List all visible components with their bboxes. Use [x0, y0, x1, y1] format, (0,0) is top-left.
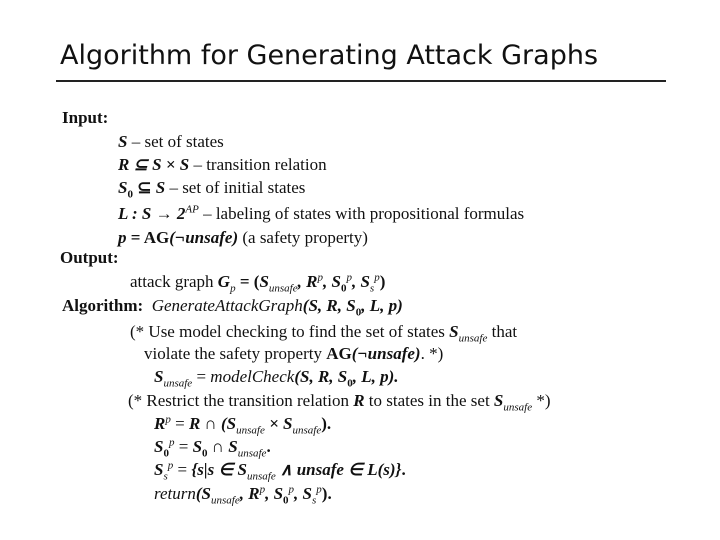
output-line-attack-graph: attack graph $G_p = (S_{unsafe}$, $R^p$, $S_0^p$, $S_s^p$): [130, 271, 386, 295]
stmt-restrict-s0: $S_0^p = S_0$ ∩ $S_{unsafe}$.: [154, 436, 271, 460]
input-line-property: p = AG(¬unsafe) (a safety property): [118, 228, 368, 247]
algorithm-line: Algorithm: GenerateAttackGraph(S, R, $S_0$, L, p): [62, 296, 403, 319]
input-line-labeling: L : $S \to 2^{AP}$ – labeling of states with propositional formulas: [118, 203, 525, 223]
comment-line-1a: (* Use model checking to find the set of states $S_{unsafe}$ that: [130, 322, 518, 345]
comment-line-1b: violate the safety property AG(¬unsafe). *): [144, 344, 444, 363]
algorithm-header: Algorithm:: [62, 296, 144, 315]
stmt-restrict-ss: $S_s^p = \{s|s$ ∈ $S_{unsafe}$ ∧ unsafe ∈ L(s)}.: [154, 459, 406, 483]
stmt-restrict-r: $R^p = R$ ∩ $(S_{unsafe} \times S_{unsafe})$.: [154, 413, 332, 437]
stmt-model-check: $S_{unsafe}$ = modelCheck(S, R, $S_0$, L, p).: [154, 367, 399, 390]
output-header: Output:: [60, 248, 119, 267]
input-header: Input:: [62, 108, 109, 127]
input-line-initial: $S_0$ ⊆ S – set of initial states: [118, 178, 306, 201]
input-line-states: S – set of states: [118, 132, 224, 151]
comment-line-2: (* Restrict the transition relation R to states in the set $S_{unsafe}$ *): [128, 391, 551, 414]
stmt-return: $return(S_{unsafe}$, $R^p$, $S_0^p$, $S_s^p$).: [154, 483, 332, 507]
slide-title: Algorithm for Generating Attack Graphs: [60, 40, 599, 71]
input-line-transition: R ⊆ S × S – transition relation: [118, 155, 327, 174]
title-rule: [56, 80, 666, 82]
